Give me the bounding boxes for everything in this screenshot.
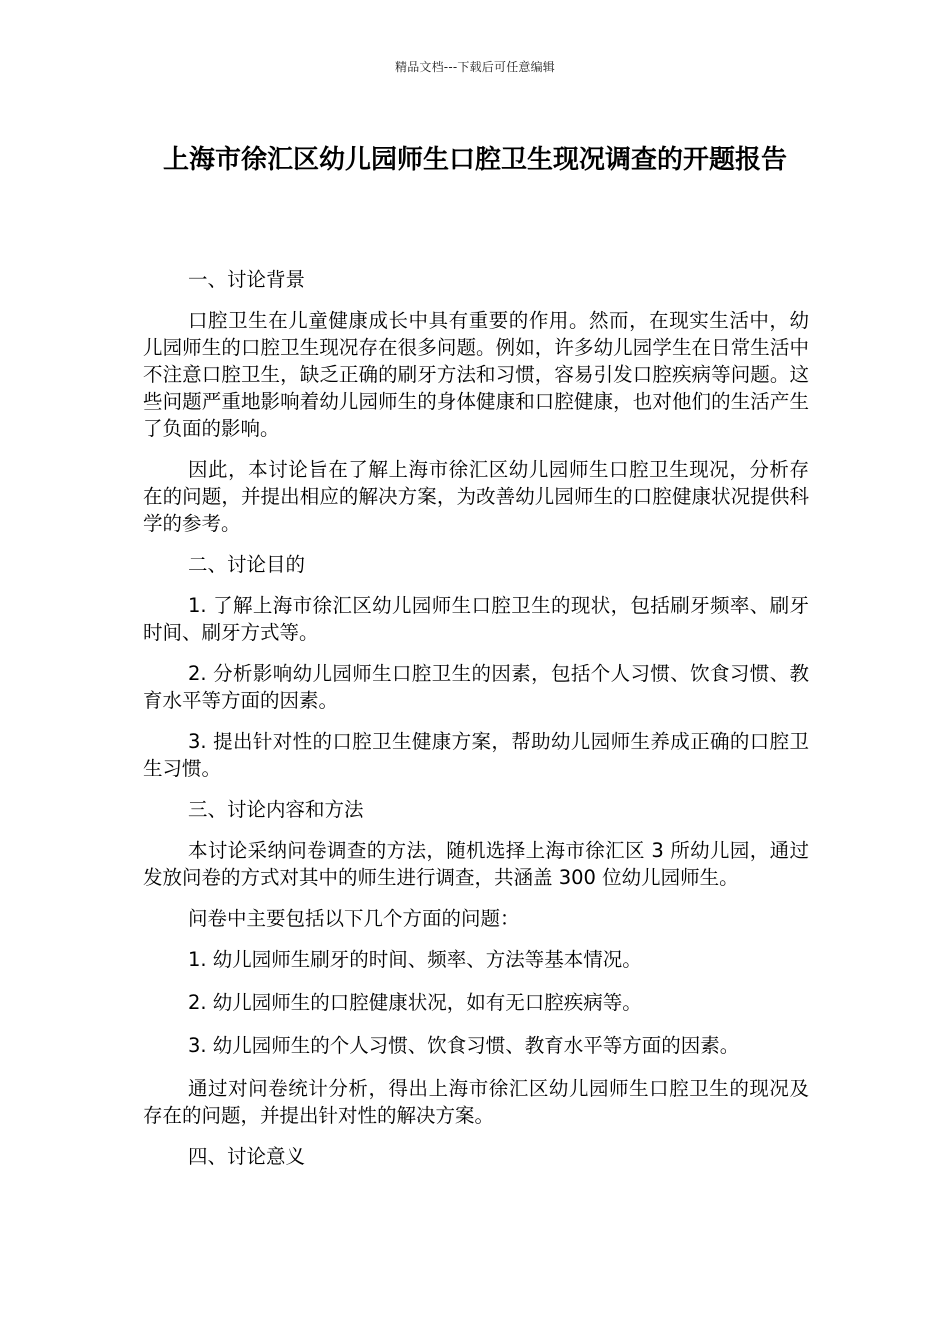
document-body [143, 266, 809, 1184]
questionnaire-item-2: 2. 幼儿园师生的口腔健康状况，如有无口腔疾病等。 [188, 991, 642, 1014]
purpose-item-2: 2. 分析影响幼儿园师生口腔卫生的因素，包括个人习惯、饮食习惯、教育水平等方面的因素。 [143, 662, 809, 712]
purpose-item-1: 1. 了解上海市徐汇区幼儿园师生口腔卫生的现状，包括刷牙频率、刷牙时间、刷牙方式等。 [143, 594, 809, 644]
method-paragraph-2: 问卷中主要包括以下几个方面的问题： [188, 907, 520, 930]
section-heading-significance: 四、讨论意义 [188, 1145, 306, 1168]
method-paragraph-1: 本讨论采纳问卷调查的方法，随机选择上海市徐汇区 3 所幼儿园，通过发放问卷的方式对其中的师生进行调查，共涵盖 300 位幼儿园师生。 [143, 839, 809, 889]
questionnaire-item-1: 1. 幼儿园师生刷牙的时间、频率、方法等基本情况。 [188, 948, 642, 971]
header-note: 精品文档---下载后可任意编辑 [395, 60, 555, 74]
method-paragraph-3: 通过对问卷统计分析，得出上海市徐汇区幼儿园师生口腔卫生的现况及存在的问题，并提出针对性的解决方案。 [143, 1077, 809, 1127]
background-paragraph-1: 口腔卫生在儿童健康成长中具有重要的作用。然而，在现实生活中，幼儿园师生的口腔卫生现况存在很多问题。例如，许多幼儿园学生在日常生活中不注意口腔卫生，缺乏正确的刷牙方法和习惯，容易引发口腔疾病等问题。这些问题严重地影响着幼儿园师生的身体健康和口腔健康，也对他们的生活产生了负面的影响。 [143, 309, 809, 440]
section-heading-background: 一、讨论背景 [188, 268, 306, 291]
section-heading-purpose: 二、讨论目的 [188, 553, 306, 576]
questionnaire-item-3: 3. 幼儿园师生的个人习惯、饮食习惯、教育水平等方面的因素。 [188, 1034, 740, 1057]
document-title: 上海市徐汇区幼儿园师生口腔卫生现况调查的开题报告 [162, 145, 787, 175]
section-heading-content-method: 三、讨论内容和方法 [188, 798, 364, 821]
background-paragraph-2: 因此，本讨论旨在了解上海市徐汇区幼儿园师生口腔卫生现况，分析存在的问题，并提出相应的解决方案，为改善幼儿园师生的口腔健康状况提供科学的参考。 [143, 458, 809, 535]
purpose-item-3: 3. 提出针对性的口腔卫生健康方案，帮助幼儿园师生养成正确的口腔卫生习惯。 [143, 730, 809, 780]
